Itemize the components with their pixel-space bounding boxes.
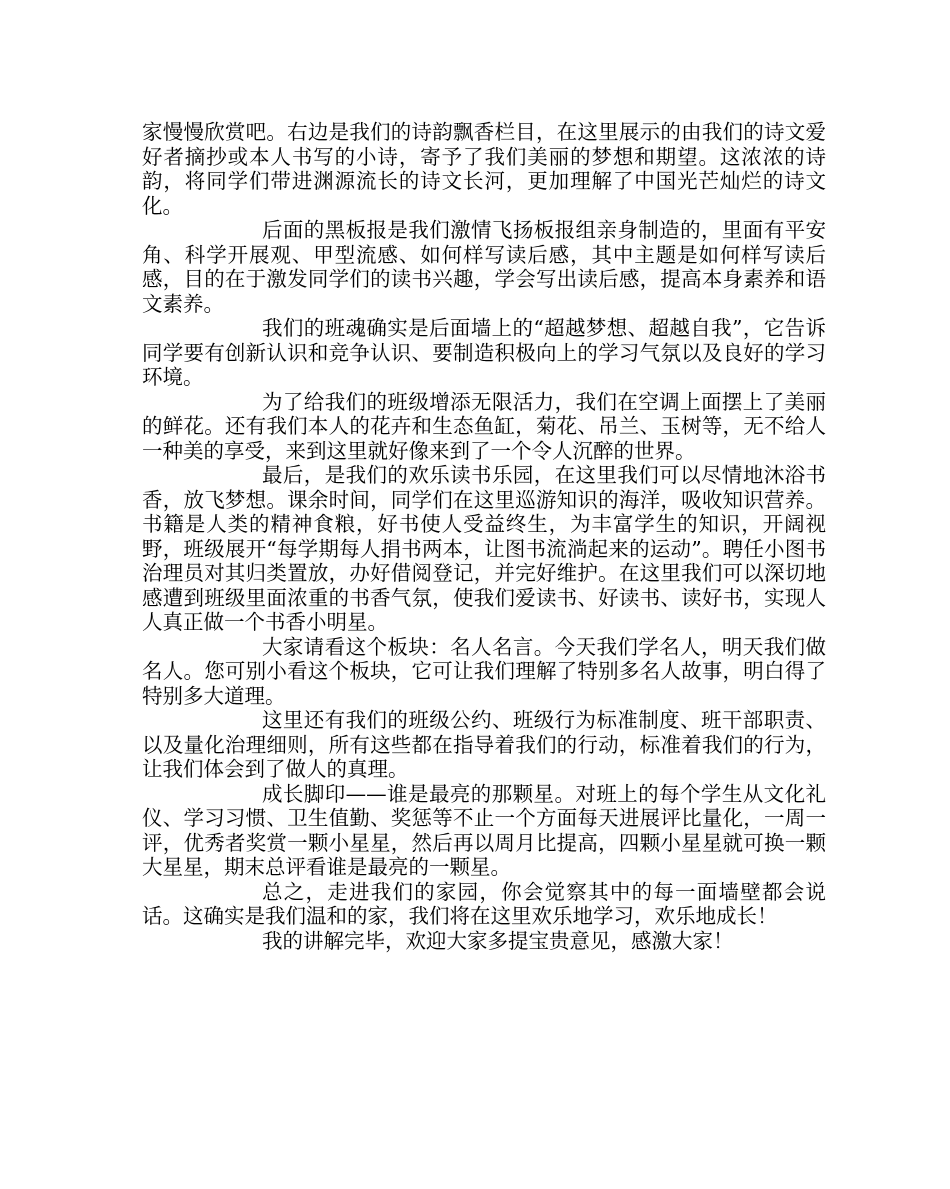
paragraph-class-spirit: 我们的班魂确实是后面墙上的“超越梦想、超越自我”，它告诉同学要有创新认识和竞争认识、要制造积极向上的学习气氛以及良好的学习环境。 — [142, 316, 826, 389]
paragraph-flowers: 为了给我们的班级增添无限活力，我们在空调上面摆上了美丽的鲜花。还有我们本人的花卉和生态鱼缸，菊花、吊兰、玉树等，无不给人一种美的享受，来到这里就好像来到了一个令人沉醉的世界。 — [142, 389, 826, 463]
document-body — [142, 120, 826, 953]
paragraph-blackboard: 后面的黑板报是我们激情飞扬板报组亲身制造的，里面有平安角、科学开展观、甲型流感、如何样写读后感，其中主题是如何样写读后感，目的在于激发同学们的读书兴趣，学会写出读后感，提高本身素养和语文素养。 — [142, 218, 826, 316]
paragraph-poetry-column: 家慢慢欣赏吧。右边是我们的诗韵飘香栏目，在这里展示的由我们的诗文爱好者摘抄或本人书写的小诗，寄予了我们美丽的梦想和期望。这浓浓的诗韵，将同学们带进渊源流长的诗文长河，更加理解了中国光芒灿烂的诗文化。 — [142, 120, 826, 218]
paragraph-growth-footprints: 成长脚印——谁是最亮的那颗星。对班上的每个学生从文化礼仪、学习习惯、卫生值勤、奖惩等不止一个方面每天进展评比量化，一周一评，优秀者奖赏一颗小星星，然后再以周月比提高，四颗小星星就可换一颗大星星，期末总评看谁是最亮的一颗星。 — [142, 781, 826, 879]
paragraph-famous-quotes: 大家请看这个板块：名人名言。今天我们学名人，明天我们做名人。您可别小看这个板块，它可让我们理解了特别多名人故事，明白得了特别多大道理。 — [142, 634, 826, 708]
paragraph-summary: 总之，走进我们的家园，你会觉察其中的每一面墙壁都会说话。这确实是我们温和的家，我们将在这里欢乐地学习，欢乐地成长！ — [142, 879, 826, 928]
paragraph-reading-garden: 最后，是我们的欢乐读书乐园，在这里我们可以尽情地沐浴书香，放飞梦想。课余时间，同学们在这里巡游知识的海洋，吸收知识营养。书籍是人类的精神食粮，好书使人受益终生，为丰富学生的知识，开阔视野，班级展开“每学期每人捐书两本，让图书流淌起来的运动”。聘任小图书治理员对其归类置放，办好借阅登记，并完好维护。在这里我们可以深切地感遭到班级里面浓重的书香气氛，使我们爱读书、好读书、读好书，实现人人真正做一个书香小明星。 — [142, 463, 826, 634]
paragraph-closing: 我的讲解完毕，欢迎大家多提宝贵意见，感激大家！ — [262, 928, 734, 953]
paragraph-class-rules: 这里还有我们的班级公约、班级行为标准制度、班干部职责、以及量化治理细则，所有这些都在指导着我们的行动，标准着我们的行为，让我们体会到了做人的真理。 — [142, 708, 826, 781]
